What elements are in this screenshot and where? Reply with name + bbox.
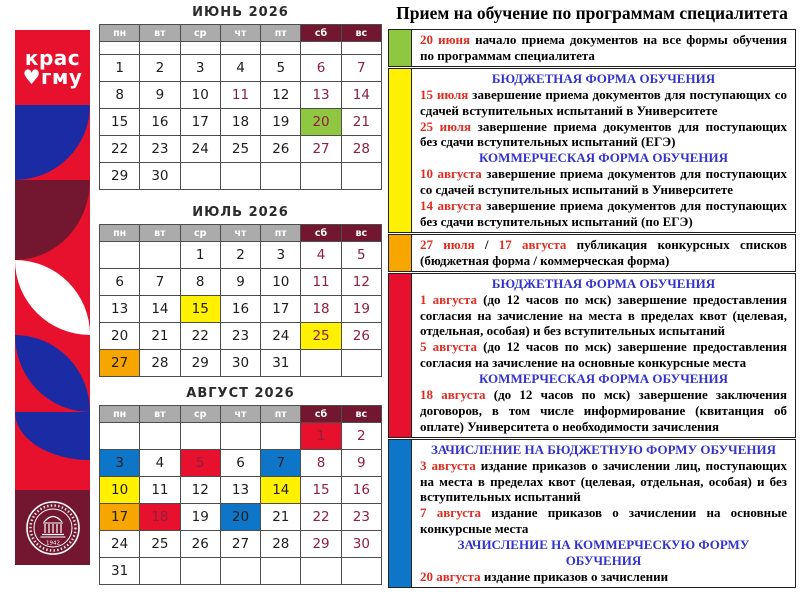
- day-cell-july-9: 9: [221, 269, 261, 296]
- timeline-paragraph: [420, 339, 787, 371]
- page-title: Прием на обучение по программам специалитета: [396, 3, 788, 23]
- empty-cell: [261, 423, 301, 450]
- body-text: издание приказов о зачислении: [480, 569, 669, 584]
- empty-cell: [221, 42, 261, 55]
- date-text: 10 августа: [420, 166, 482, 182]
- weekday-header-cell: чт: [221, 406, 261, 423]
- day-cell-august-27: 27: [221, 531, 261, 558]
- day-cell-august-11: 11: [140, 477, 180, 504]
- timeline-paragraph: [420, 387, 787, 435]
- day-cell-june-4: 4: [221, 55, 261, 82]
- seal-segment: [15, 490, 90, 565]
- body-text: завершение приема документов для поступающих со сдачей вступительных испытаний в Университете: [420, 86, 787, 118]
- weekday-header-cell: вт: [140, 25, 180, 42]
- form-header-text: ЗАЧИСЛЕНИЕ НА БЮДЖЕТНУЮ ФОРМУ ОБУЧЕНИЯ: [431, 441, 776, 457]
- weekday-header-cell: пн: [100, 225, 140, 242]
- empty-cell: [342, 558, 382, 585]
- weekday-header-cell: вс: [342, 406, 382, 423]
- date-text: 17 августа: [498, 236, 567, 252]
- day-cell-august-26: 26: [181, 531, 221, 558]
- day-cell-june-16: 16: [140, 109, 180, 136]
- day-cell-august-23: 23: [342, 504, 382, 531]
- day-cell-july-19: 19: [342, 296, 382, 323]
- color-bar-blue: [389, 440, 412, 587]
- deco-segment: [15, 105, 90, 180]
- weekday-header-cell: вс: [342, 25, 382, 42]
- date-text: 5 августа: [420, 339, 477, 355]
- timeline-paragraph: [420, 32, 787, 64]
- day-cell-august-9: 9: [342, 450, 382, 477]
- day-cell-august-2: 2: [342, 423, 382, 450]
- empty-cell: [301, 350, 341, 377]
- day-cell-june-24: 24: [181, 136, 221, 163]
- weekday-header-cell: пн: [100, 406, 140, 423]
- form-header-text: БЮДЖЕТНАЯ ФОРМА ОБУЧЕНИЯ: [491, 70, 716, 86]
- timeline-paragraph: [420, 292, 787, 340]
- calendar-june: [99, 0, 382, 190]
- day-cell-june-12: 12: [261, 82, 301, 109]
- timeline-text: [412, 235, 795, 271]
- right-panel: [388, 3, 796, 589]
- empty-cell: [221, 423, 261, 450]
- form-header-text: ЗАЧИСЛЕНИЕ НА КОММЕРЧЕСКУЮ ФОРМУ ОБУЧЕНИЯ: [457, 537, 750, 569]
- day-cell-june-14: 14: [342, 82, 382, 109]
- deco-segment: [15, 260, 90, 335]
- empty-cell: [221, 558, 261, 585]
- weekday-header-cell: вт: [140, 225, 180, 242]
- empty-cell: [140, 558, 180, 585]
- day-cell-july-13: 13: [100, 296, 140, 323]
- day-cell-august-24: 24: [100, 531, 140, 558]
- body-text: (до 12 часов по мск) завершение предоставления согласия на зачисление на основные конкурсные места: [420, 339, 787, 371]
- empty-cell: [301, 558, 341, 585]
- day-cell-august-10: 10: [100, 477, 140, 504]
- color-bar-green: [389, 30, 412, 66]
- weekday-header-cell: чт: [221, 225, 261, 242]
- form-header-text: КОММЕРЧЕСКАЯ ФОРМА ОБУЧЕНИЯ: [478, 371, 729, 387]
- day-cell-august-29: 29: [301, 531, 341, 558]
- day-cell-june-22: 22: [100, 136, 140, 163]
- day-cell-july-11: 11: [301, 269, 341, 296]
- day-cell-august-19: 19: [181, 504, 221, 531]
- calendar-title-june: ИЮНЬ 2026: [192, 5, 289, 20]
- day-cell-august-6: 6: [221, 450, 261, 477]
- empty-cell: [140, 42, 180, 55]
- day-cell-july-16: 16: [221, 296, 261, 323]
- day-cell-august-14: 14: [261, 477, 301, 504]
- day-cell-july-10: 10: [261, 269, 301, 296]
- timeline-block-5: [388, 439, 796, 588]
- day-cell-july-24: 24: [261, 323, 301, 350]
- body-text: завершение приема документов для поступающих со сдачей вступительных испытаний в Университете: [420, 166, 787, 198]
- day-cell-august-20: 20: [221, 504, 261, 531]
- empty-cell: [301, 163, 341, 190]
- weekday-header-cell: чт: [221, 25, 261, 42]
- day-cell-june-21: 21: [342, 109, 382, 136]
- weekday-header-cell: ср: [181, 25, 221, 42]
- weekday-header-cell: сб: [301, 406, 341, 423]
- weekday-header-cell: пн: [100, 25, 140, 42]
- date-text: 20 июня: [420, 32, 471, 47]
- timeline-block-2: [388, 68, 796, 233]
- section-header: [420, 442, 787, 458]
- day-cell-july-20: 20: [100, 323, 140, 350]
- date-text: 15 июля: [420, 86, 469, 102]
- quarter-circle-maroon: [15, 180, 90, 260]
- day-cell-august-16: 16: [342, 477, 382, 504]
- seal-year: 1942: [45, 540, 60, 546]
- quarter-circle-blue-2: [15, 412, 90, 460]
- timeline-paragraph: [420, 569, 787, 585]
- day-cell-july-12: 12: [342, 269, 382, 296]
- day-cell-june-26: 26: [261, 136, 301, 163]
- date-text: 20 августа: [420, 569, 481, 584]
- day-cell-june-2: 2: [140, 55, 180, 82]
- timeline-text: [412, 440, 795, 587]
- day-cell-june-18: 18: [221, 109, 261, 136]
- empty-cell: [181, 558, 221, 585]
- deco-segment: [15, 180, 90, 260]
- timeline-block-3: [388, 234, 796, 272]
- date-text: 18 августа: [420, 387, 486, 403]
- calendar-august: [99, 381, 382, 585]
- weekday-header-cell: пт: [261, 225, 301, 242]
- body-text: /: [474, 236, 499, 252]
- date-text: 7 августа: [420, 505, 482, 521]
- empty-cell: [342, 163, 382, 190]
- empty-cell: [261, 558, 301, 585]
- day-cell-august-25: 25: [140, 531, 180, 558]
- section-header: [420, 150, 787, 166]
- logo-line-1: крас: [24, 45, 81, 70]
- calendar-title-july: ИЮЛЬ 2026: [192, 205, 289, 220]
- color-bar-yellow: [389, 69, 412, 232]
- day-cell-june-27: 27: [301, 136, 341, 163]
- empty-cell: [140, 242, 180, 269]
- timeline-paragraph: [420, 237, 787, 269]
- deco-segment: [15, 335, 90, 412]
- calendar-grid-august: [99, 405, 382, 585]
- day-cell-june-29: 29: [100, 163, 140, 190]
- empty-cell: [261, 42, 301, 55]
- weekday-header-cell: сб: [301, 225, 341, 242]
- timeline-paragraph: [420, 119, 787, 151]
- date-text: 27 июля: [420, 236, 475, 252]
- form-header-text: КОММЕРЧЕСКАЯ ФОРМА ОБУЧЕНИЯ: [478, 150, 729, 166]
- date-text: 25 июля: [420, 118, 472, 134]
- day-cell-june-28: 28: [342, 136, 382, 163]
- day-cell-august-7: 7: [261, 450, 301, 477]
- day-cell-july-30: 30: [221, 350, 261, 377]
- day-cell-july-14: 14: [140, 296, 180, 323]
- day-cell-august-22: 22: [301, 504, 341, 531]
- calendar-july: [99, 200, 382, 377]
- calendars: [99, 0, 382, 585]
- krasgmu-logo: [15, 30, 90, 105]
- day-cell-june-13: 13: [301, 82, 341, 109]
- weekday-header-cell: сб: [301, 25, 341, 42]
- date-text: 14 августа: [420, 198, 482, 214]
- weekday-header-cell: пт: [261, 406, 301, 423]
- day-cell-august-17: 17: [100, 504, 140, 531]
- timeline-paragraph: [420, 458, 787, 506]
- body-text: публикация конкурсных списков (бюджетная форма / коммерческая форма): [420, 236, 787, 268]
- empty-cell: [342, 42, 382, 55]
- day-cell-july-18: 18: [301, 296, 341, 323]
- body-text: (до 12 часов по мск) завершение заключения договоров, в том числе информирование (квитанция об оплате) Университета о необходимости зачисления: [420, 387, 787, 434]
- day-cell-july-25: 25: [301, 323, 341, 350]
- day-cell-july-3: 3: [261, 242, 301, 269]
- petal-white: [15, 260, 90, 335]
- day-cell-july-1: 1: [181, 242, 221, 269]
- body-text: завершение приема документов для поступающих без сдачи вступительных испытаний (по ЕГЭ): [420, 198, 787, 229]
- weekday-header-cell: пт: [261, 25, 301, 42]
- body-text: (до 12 часов по мск) завершение предоставления согласия на зачисление на места в пределах квот (целевая, отдельная, особая) и без вступительных испытаний: [420, 291, 787, 339]
- quarter-circle-blue: [15, 105, 90, 180]
- timeline-text: [412, 69, 795, 232]
- date-text: 3 августа: [420, 457, 476, 473]
- day-cell-july-29: 29: [181, 350, 221, 377]
- day-cell-july-6: 6: [100, 269, 140, 296]
- color-bar-orange: [389, 235, 412, 271]
- day-cell-june-20: 20: [301, 109, 341, 136]
- day-cell-august-3: 3: [100, 450, 140, 477]
- day-cell-august-30: 30: [342, 531, 382, 558]
- empty-cell: [100, 423, 140, 450]
- day-cell-august-13: 13: [221, 477, 261, 504]
- day-cell-august-21: 21: [261, 504, 301, 531]
- calendar-grid-july: [99, 224, 382, 377]
- logo-line-2: ♥гму: [22, 64, 83, 89]
- body-text: издание приказов о зачислении лиц, поступающих на места в пределах квот (целевая, отдельная, особая) и без вступительных испытаний: [420, 457, 787, 505]
- weekday-header-cell: ср: [181, 406, 221, 423]
- brand-sidebar: [15, 30, 90, 565]
- day-cell-june-1: 1: [100, 55, 140, 82]
- day-cell-june-5: 5: [261, 55, 301, 82]
- day-cell-june-25: 25: [221, 136, 261, 163]
- day-cell-july-17: 17: [261, 296, 301, 323]
- day-cell-august-28: 28: [261, 531, 301, 558]
- day-cell-july-28: 28: [140, 350, 180, 377]
- day-cell-june-17: 17: [181, 109, 221, 136]
- day-cell-june-19: 19: [261, 109, 301, 136]
- day-cell-june-30: 30: [140, 163, 180, 190]
- day-cell-july-27: 27: [100, 350, 140, 377]
- timeline-paragraph: [420, 198, 787, 230]
- day-cell-june-23: 23: [140, 136, 180, 163]
- petal-blue: [15, 335, 90, 412]
- day-cell-august-18: 18: [140, 504, 180, 531]
- day-cell-july-23: 23: [221, 323, 261, 350]
- deco-segment: [15, 412, 90, 490]
- day-cell-july-21: 21: [140, 323, 180, 350]
- day-cell-august-5: 5: [181, 450, 221, 477]
- section-header: [420, 276, 787, 292]
- day-cell-july-15: 15: [181, 296, 221, 323]
- university-seal-icon: [25, 500, 81, 556]
- timeline-text: [412, 30, 795, 66]
- day-cell-august-15: 15: [301, 477, 341, 504]
- day-cell-july-5: 5: [342, 242, 382, 269]
- day-cell-june-9: 9: [140, 82, 180, 109]
- section-header: [420, 537, 787, 569]
- empty-cell: [100, 42, 140, 55]
- day-cell-july-2: 2: [221, 242, 261, 269]
- day-cell-august-31: 31: [100, 558, 140, 585]
- empty-cell: [221, 163, 261, 190]
- day-cell-july-7: 7: [140, 269, 180, 296]
- empty-cell: [181, 163, 221, 190]
- empty-cell: [181, 423, 221, 450]
- day-cell-july-31: 31: [261, 350, 301, 377]
- weekday-header-cell: вс: [342, 225, 382, 242]
- timeline-paragraph: [420, 166, 787, 198]
- day-cell-july-8: 8: [181, 269, 221, 296]
- day-cell-june-3: 3: [181, 55, 221, 82]
- day-cell-august-1: 1: [301, 423, 341, 450]
- weekday-header-cell: вт: [140, 406, 180, 423]
- weekday-header-cell: ср: [181, 225, 221, 242]
- day-cell-june-7: 7: [342, 55, 382, 82]
- body-text: начало приема документов на все формы обучения по программам специалитета: [420, 32, 788, 63]
- day-cell-august-4: 4: [140, 450, 180, 477]
- form-header-text: БЮДЖЕТНАЯ ФОРМА ОБУЧЕНИЯ: [491, 275, 716, 291]
- empty-cell: [261, 163, 301, 190]
- day-cell-august-12: 12: [181, 477, 221, 504]
- empty-cell: [301, 42, 341, 55]
- day-cell-june-6: 6: [301, 55, 341, 82]
- body-text: завершение приема документов для поступающих без сдачи вступительных испытаний (ЕГЭ): [420, 118, 787, 150]
- timeline-paragraph: [420, 505, 787, 537]
- timeline-paragraph: [420, 87, 787, 119]
- day-cell-june-8: 8: [100, 82, 140, 109]
- timeline-block-1: [388, 29, 796, 67]
- section-header: [420, 371, 787, 387]
- day-cell-july-26: 26: [342, 323, 382, 350]
- timeline-text: [412, 274, 795, 437]
- body-text: издание приказов о зачислении на основные конкурсные места: [420, 505, 787, 537]
- timeline-blocks: [388, 29, 796, 588]
- timeline-block-4: [388, 273, 796, 438]
- empty-cell: [100, 242, 140, 269]
- day-cell-august-8: 8: [301, 450, 341, 477]
- empty-cell: [181, 42, 221, 55]
- date-text: 1 августа: [420, 291, 477, 307]
- color-bar-red: [389, 274, 412, 437]
- day-cell-june-11: 11: [221, 82, 261, 109]
- section-header: [420, 71, 787, 87]
- day-cell-june-10: 10: [181, 82, 221, 109]
- calendar-grid-june: [99, 24, 382, 190]
- day-cell-june-15: 15: [100, 109, 140, 136]
- calendar-title-august: АВГУСТ 2026: [186, 386, 295, 401]
- day-cell-july-22: 22: [181, 323, 221, 350]
- day-cell-july-4: 4: [301, 242, 341, 269]
- empty-cell: [342, 350, 382, 377]
- empty-cell: [140, 423, 180, 450]
